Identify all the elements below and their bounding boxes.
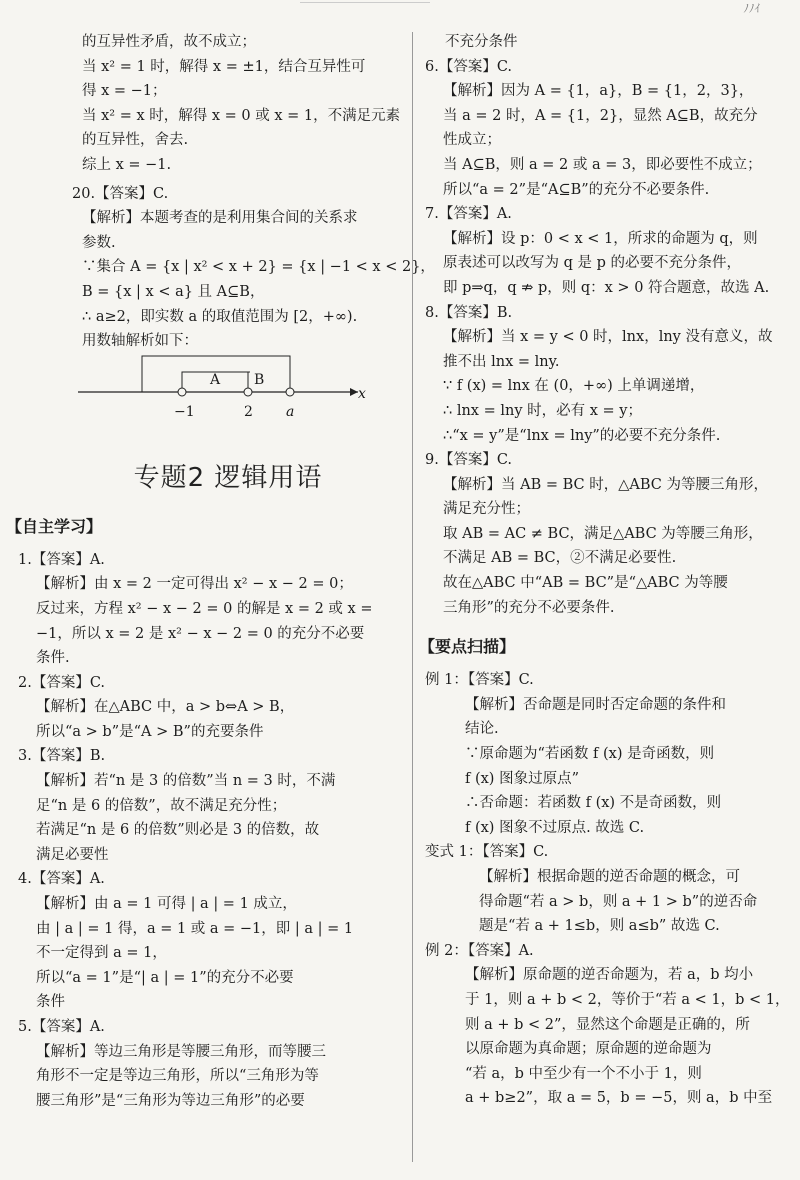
text-line: ∴否命题：若函数 f (x) 不是奇函数，则 — [465, 795, 722, 812]
text-line: 条件. — [36, 650, 70, 667]
column-divider — [412, 32, 413, 1162]
answer-item-1: 1.【答案】A. — [18, 551, 105, 568]
left-column — [6, 30, 435, 1113]
text-line: 则 a + b < 2”，显然这个命题是正确的，所 — [465, 1016, 750, 1033]
text-line: 满足必要性 — [36, 846, 109, 863]
text-line: 【解析】设 p：0 < x < 1，所求的命题为 q，则 — [443, 230, 758, 247]
answer-item-8: 8.【答案】B. — [425, 304, 513, 321]
axis-label-x: x — [358, 385, 366, 402]
text-line: 【解析】当 AB = BC 时，△ABC 为等腰三角形， — [443, 476, 768, 493]
answer-item-4: 4.【答案】A. — [18, 871, 105, 888]
text-line: B = {x | x < a} 且 A⊆B， — [82, 283, 265, 300]
text-line: 当 A⊆B，则 a = 2 或 a = 3，即必要性不成立； — [443, 156, 762, 173]
answer-item-6: 6.【答案】C. — [425, 58, 513, 75]
text-line: 不满足 AB = BC，②不满足必要性. — [443, 550, 677, 567]
text-line: 的互异性矛盾，故不成立； — [82, 34, 256, 50]
chapter-title: 专题2 逻辑用语 — [133, 462, 323, 493]
text-line: 【解析】由 a = 1 可得 | a | = 1 成立， — [36, 896, 297, 913]
text-line: 以原命题为真命题；原命题的逆命题为 — [465, 1041, 712, 1058]
text-line: 故在△ABC 中“AB = BC”是“△ABC 为等腰 — [443, 575, 728, 592]
text-line: 【解析】在△ABC 中，a > b⇔A > B， — [36, 699, 295, 716]
text-line: 三角形”的充分不必要条件. — [443, 599, 615, 616]
text-line: ∴ a≥2，即实数 a 的取值范围为 [2，+∞). — [82, 308, 358, 325]
text-line: ∵集合 A = {x | x² < x + 2} = {x | −1 < x < 2}， — [82, 259, 435, 276]
text-line: 题是“若 a + 1≤b，则 a≤b” 故选 C. — [479, 918, 720, 935]
text-line: “若 a，b 中至少有一个不小于 1，则 — [465, 1065, 702, 1082]
text-line: 由 | a | = 1 得，a = 1 或 a = −1，即 | a | = 1 — [36, 920, 354, 937]
variant-1: 变式 1：【答案】C. — [425, 844, 549, 861]
text-line: 角形不一定是等边三角形，所以“三角形为等 — [36, 1068, 319, 1085]
text-line: 得命题“若 a > b，则 a + 1 > b”的逆否命 — [479, 893, 758, 910]
text-line: 用数轴解析如下： — [82, 333, 198, 350]
point-a — [286, 388, 294, 396]
text-line: f (x) 图象过原点” — [465, 770, 579, 787]
tick-label-2: 2 — [244, 403, 253, 420]
text-line: 条件 — [36, 994, 65, 1011]
text-line: 【解析】若“n 是 3 的倍数”当 n = 3 时，不满 — [36, 773, 336, 790]
answer-item-9: 9.【答案】C. — [425, 452, 513, 469]
text-line: 足“n 是 6 的倍数”，故不满足充分性； — [36, 797, 287, 814]
example-2: 例 2：【答案】A. — [425, 942, 534, 959]
text-line: 【解析】原命题的逆否命题为，若 a，b 均小 — [465, 967, 754, 984]
answer-item-3: 3.【答案】B. — [18, 748, 106, 765]
question-20-answer: 20.【答案】C. — [72, 185, 169, 202]
text-line: 若满足“n 是 6 的倍数”则必是 3 的倍数，故 — [36, 822, 320, 839]
text-line: 原表述可以改写为 q 是 p 的必要不充分条件， — [443, 255, 741, 272]
text-line: 取 AB = AC ≠ BC，满足△ABC 为等腰三角形， — [443, 525, 763, 542]
text-line: 【解析】本题考查的是利用集合间的关系求 — [82, 210, 358, 227]
text-line: ∴“x = y”是“lnx = lny”的必要不充分条件. — [443, 427, 721, 444]
text-line: 参数. — [82, 234, 116, 251]
text-line: f (x) 图象不过原点. 故选 C. — [465, 819, 645, 836]
section-heading-self-study: 【自主学习】 — [6, 516, 103, 536]
example-1: 例 1：【答案】C. — [425, 672, 534, 689]
text-line: 所以“a = 2”是“A⊆B”的充分不必要条件. — [443, 181, 710, 198]
label-set-b: B — [254, 371, 265, 388]
text-line: 【解析】等边三角形是等腰三角形，而等腰三 — [36, 1043, 326, 1060]
text-line: 当 a = 2 时，A = {1，2}，显然 A⊆B，故充分 — [443, 107, 758, 124]
text-line: 所以“a = 1”是“| a | = 1”的充分不必要 — [36, 969, 294, 986]
text-line: 【解析】根据命题的逆否命题的概念，可 — [479, 869, 740, 885]
text-line: 【解析】否命题是同时否定命题的条件和 — [465, 696, 726, 713]
text-line: 【解析】由 x = 2 一定可得出 x² − x − 2 = 0； — [36, 576, 353, 593]
text-line: 【解析】当 x = y < 0 时，lnx，lny 没有意义，故 — [443, 329, 773, 346]
text-line: 综上 x = −1. — [82, 156, 172, 173]
text-line: a + b≥2”，取 a = 5，b = −5，则 a，b 中至 — [465, 1090, 773, 1107]
text-line: 反过来，方程 x² − x − 2 = 0 的解是 x = 2 或 x = — [36, 600, 373, 617]
text-line: 腰三角形”是“三角形为等边三角形”的必要 — [36, 1092, 305, 1109]
text-line: 即 p⇒q，q ⇏ p，则 q：x > 0 符合题意，故选 A. — [443, 279, 770, 296]
text-line: 于 1，则 a + b < 2，等价于“若 a < 1，b < 1， — [465, 991, 790, 1008]
text-line: 结论. — [465, 721, 499, 738]
text-line: 满足充分性； — [443, 501, 530, 518]
text-line: 当 x² = x 时，解得 x = 0 或 x = 1，不满足元素 — [82, 107, 401, 124]
answer-item-5: 5.【答案】A. — [18, 1019, 105, 1035]
text-line: ∵ f (x) = lnx 在 (0，+∞) 上单调递增， — [443, 378, 705, 395]
text-line: 推不出 lnx = lny. — [443, 353, 560, 370]
text-line: ∵原命题为“若函数 f (x) 是奇函数，则 — [465, 746, 715, 763]
text-line: 所以“a > b”是“A > B”的充要条件 — [36, 723, 264, 740]
label-set-a: A — [210, 371, 221, 388]
tick-label-neg1: −1 — [174, 403, 195, 420]
text-line: 的互异性，舍去. — [82, 132, 189, 149]
text-line: 得 x = −1； — [82, 83, 167, 100]
point-2 — [244, 388, 252, 396]
tick-label-a: a — [286, 403, 295, 420]
continuation-line: 不充分条件 — [445, 34, 518, 50]
top-rule — [300, 2, 430, 3]
text-line: 不一定得到 a = 1， — [36, 945, 167, 962]
point-neg1 — [178, 388, 186, 396]
answer-item-7: 7.【答案】A. — [425, 206, 512, 223]
answer-item-2: 2.【答案】C. — [18, 674, 106, 691]
text-line: ∴ lnx = lny 时，必有 x = y； — [443, 402, 642, 419]
text-line: 性成立； — [443, 132, 501, 149]
text-line: 【解析】因为 A = {1，a}，B = {1，2，3}， — [443, 83, 754, 100]
right-column — [419, 30, 790, 1111]
number-line-diagram — [58, 356, 398, 436]
page-mark: ﾉﾉｲ — [743, 2, 760, 15]
text-line: 当 x² = 1 时，解得 x = ±1，结合互异性可 — [82, 58, 366, 75]
axis-arrow — [350, 388, 358, 396]
text-line: −1，所以 x = 2 是 x² − x − 2 = 0 的充分不必要 — [36, 625, 365, 642]
section-heading-key-points: 【要点扫描】 — [419, 637, 516, 657]
